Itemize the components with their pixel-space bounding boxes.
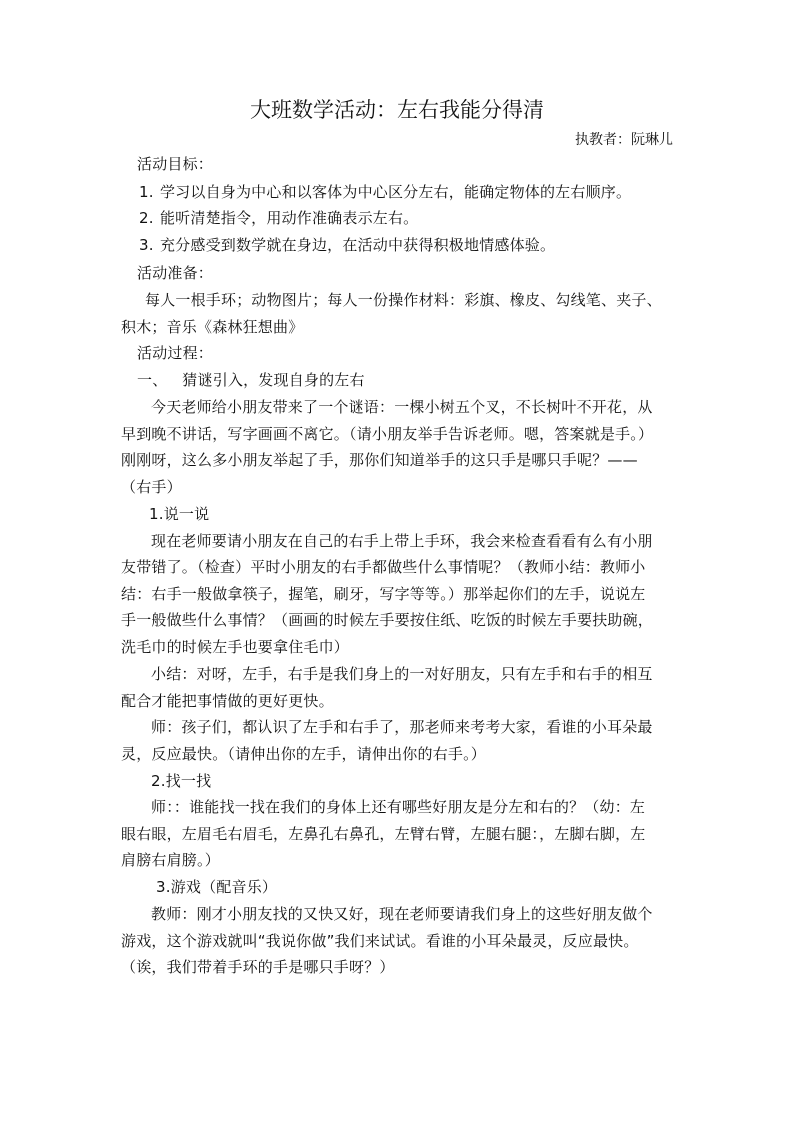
goal-number: 2. [139,209,154,227]
paragraph-line: 今天老师给小朋友带来了一个谜语：一棵小树五个叉，不长树叶不开花，从 [151,398,653,416]
paragraph-line: 洗毛巾的时候左手也要拿住毛巾） [121,638,350,656]
process-heading: 活动过程： [137,344,214,362]
paragraph-line: 配合才能把事情做的更好更快。 [121,692,334,710]
paragraph-line: （诶，我们带着手环的手是哪只手呀？） [121,958,395,976]
paragraph-line: 师：孩子们，都认识了左手和右手了，那老师来考考大家，看谁的小耳朵最 [151,718,653,736]
subsection-heading: 3.游戏（配音乐） [156,878,278,896]
goal-item [139,234,555,256]
paragraph-line: 现在老师要请小朋友在自己的右手上带上手环，我会来检查看看有么有小朋 [151,532,653,550]
paragraph-line: 眼右眼，左眉毛右眉毛，左鼻孔右鼻孔，左臂右臂，左腿右腿：，左脚右脚，左 [121,825,646,843]
goal-text: 充分感受到数学就在身边，在活动中获得积极地情感体验。 [159,236,556,254]
paragraph-line: 早到晚不讲话，写字画画不离它。（请小朋友举手告诉老师。嗯，答案就是手。） [121,425,654,443]
subsection-heading: 2.找一找 [151,772,212,790]
paragraph-line: 小结：对呀，左手，右手是我们身上的一对好朋友，只有左手和右手的相互 [151,665,653,683]
paragraph-line: 肩膀右肩膀。） [121,851,220,869]
goal-text: 学习以自身为中心和以客体为中心区分左右，能确定物体的左右顺序。 [159,183,632,201]
goal-number: 3. [139,236,154,254]
prep-heading: 活动准备： [137,264,214,282]
paragraph-line: 教师：刚才小朋友找的又快又好，现在老师要请我们身上的这些好朋友做个 [151,905,653,923]
paragraph-line: 手一般做些什么事情？（画画的时候左手要按住纸、吃饭的时候左手要扶助碗， [121,611,654,629]
paragraph-line: 结：右手一般做拿筷子，握笔，刷牙，写字等等。）那举起你们的左手，说说左 [121,585,646,603]
goal-text: 能听清楚指令，用动作准确表示左右。 [159,209,419,227]
subsection-heading: 1.说一说 [149,505,210,523]
prep-line: 每人一根手环；动物图片；每人一份操作材料：彩旗、橡皮、勾线笔、夹子、 [145,291,662,309]
paragraph-line: 游戏，这个游戏就叫“我说你做”我们来试试。看谁的小耳朵最灵，反应最快。 [121,932,639,950]
goal-item [139,181,631,203]
paragraph-line: 友带错了。（检查）平时小朋友的右手都做些什么事情呢？（教师小结：教师小 [121,558,646,576]
paragraph-line: 灵，反应最快。（请伸出你的左手，请伸出你的右手。） [121,745,487,763]
paragraph-line: 师：：谁能找一找在我们的身体上还有哪些好朋友是分左和右的？（幼：左 [151,798,646,816]
paragraph-line: 刚刚呀，这么多小朋友举起了手，那你们知道举手的这只手是哪只手呢？—— [121,451,638,469]
goal-item [139,207,418,229]
goals-heading: 活动目标： [137,155,214,173]
prep-line: 积木；音乐《森林狂想曲》 [121,318,304,336]
section-heading: 一、 猜谜引入，发现自身的左右 [137,371,365,389]
page-title: 大班数学活动：左右我能分得清 [250,98,544,122]
goal-number: 1. [139,183,154,201]
paragraph-line: （右手） [121,478,182,496]
teacher-name: 执教者：阮琳儿 [575,132,673,148]
